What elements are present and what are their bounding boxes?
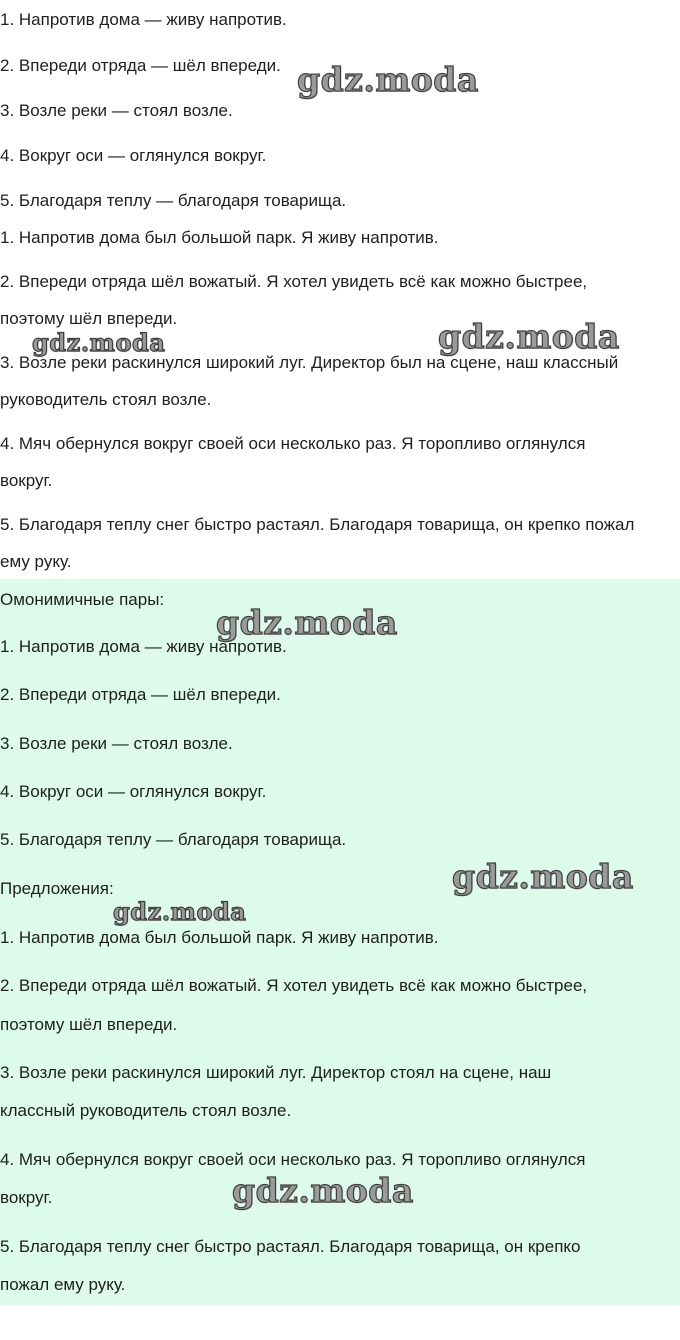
pair-line: 4. Вокруг оси — оглянулся вокруг. (0, 146, 267, 165)
watermark-logo: gdz.moda (438, 317, 620, 356)
sentence-line: вокруг. (0, 1188, 53, 1207)
pair-line: 2. Впереди отряда — шёл впереди. (0, 56, 281, 75)
sentence-line: 5. Благодаря теплу снег быстро растаял. Благодаря товарища, он крепко пожал (0, 515, 635, 534)
sentence-line: 5. Благодаря теплу снег быстро растаял. Благодаря товарища, он крепко (0, 1237, 581, 1256)
watermark-logo: gdz.moda (113, 897, 247, 926)
watermark-logo: gdz.moda (32, 328, 166, 357)
pair-line: 4. Вокруг оси — оглянулся вокруг. (0, 782, 267, 801)
sentence-line: 1. Напротив дома был большой парк. Я живу напротив. (0, 928, 439, 947)
watermark-logo: gdz.moda (297, 60, 479, 99)
sentence-line: поэтому шёл впереди. (0, 309, 178, 328)
sentence-line: пожал ему руку. (0, 1275, 126, 1294)
sentence-line: 4. Мяч обернулся вокруг своей оси несколько раз. Я торопливо оглянулся (0, 1150, 586, 1169)
pair-line: 3. Возле реки — стоял возле. (0, 101, 233, 120)
watermark-logo: gdz.moda (216, 603, 398, 642)
sentence-line: классный руководитель стоял возле. (0, 1101, 292, 1120)
section-heading: Омонимичные пары: (0, 590, 165, 609)
watermark-logo: gdz.moda (232, 1171, 414, 1210)
sentence-line: поэтому шёл впереди. (0, 1015, 178, 1034)
pair-line: 1. Напротив дома — живу напротив. (0, 637, 287, 656)
sentence-line: 2. Впереди отряда шёл вожатый. Я хотел увидеть всё как можно быстрее, (0, 976, 588, 995)
pair-line: 3. Возле реки — стоял возле. (0, 734, 233, 753)
pair-line: 5. Благодаря теплу — благодаря товарища. (0, 830, 347, 849)
pair-line: 1. Напротив дома — живу напротив. (0, 10, 287, 29)
sentence-line: руководитель стоял возле. (0, 390, 212, 409)
pair-line: 2. Впереди отряда — шёл впереди. (0, 685, 281, 704)
sentence-line: 3. Возле реки раскинулся широкий луг. Директор был на сцене, наш классный (0, 353, 619, 372)
sentence-line: вокруг. (0, 471, 53, 490)
sentence-line: 4. Мяч обернулся вокруг своей оси несколько раз. Я торопливо оглянулся (0, 434, 586, 453)
pair-line: 5. Благодаря теплу — благодаря товарища. (0, 191, 347, 210)
sentence-line: ему руку. (0, 552, 72, 571)
section-heading: Предложения: (0, 879, 114, 898)
sentence-line: 3. Возле реки раскинулся широкий луг. Директор стоял на сцене, наш (0, 1063, 552, 1082)
sentence-line: 2. Впереди отряда шёл вожатый. Я хотел увидеть всё как можно быстрее, (0, 272, 588, 291)
sentence-line: 1. Напротив дома был большой парк. Я живу напротив. (0, 228, 439, 247)
watermark-logo: gdz.moda (452, 857, 634, 896)
